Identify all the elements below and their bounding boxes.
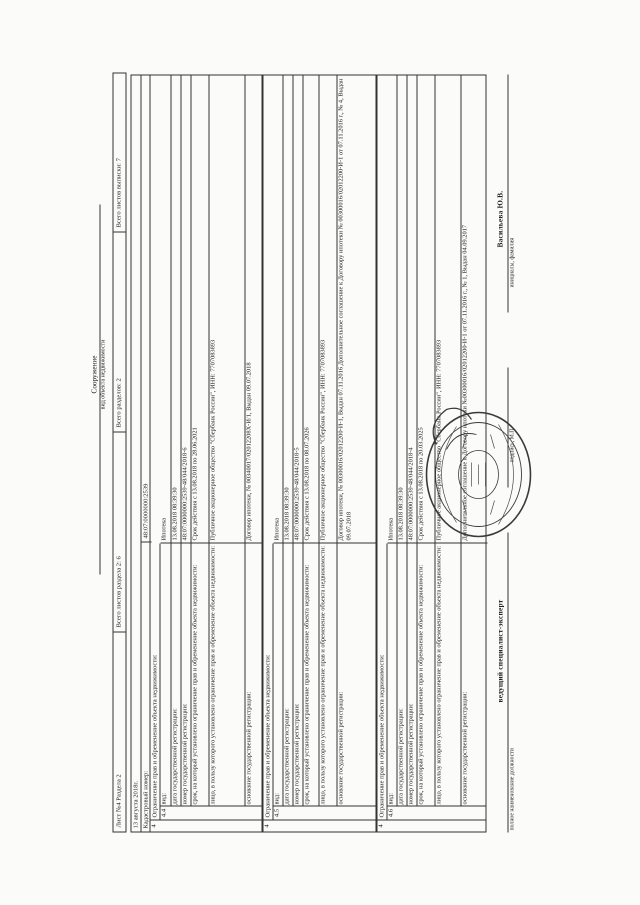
extract-sheet-count: Всего листов выписки: 7 — [115, 158, 122, 228]
field-value: Срок действия с 13.08.2018 по 20.03.2025 — [417, 427, 424, 541]
table-row — [160, 76, 171, 807]
field-value: Срок действия с 13.08.2018 по 08.07.2026 — [303, 427, 310, 541]
object-type-caption: вид объекта недвижимости — [100, 339, 106, 410]
field-label: основание государственной регистрации: — [337, 543, 377, 807]
encumbrance-block — [150, 75, 262, 833]
field-label: номер государственной регистрации: — [293, 543, 302, 807]
field-value: Ипотека — [273, 517, 280, 541]
field-value: 13.08.2018 08:39:30 — [171, 487, 178, 541]
table-row — [181, 76, 191, 807]
field-value: Ипотека — [387, 517, 394, 541]
field-label: номер государственной регистрации: — [407, 543, 416, 807]
table-row — [319, 76, 337, 807]
field-label: лицо, в пользу которого установлено ограничение прав и обременение объекта недвижимости: — [209, 543, 244, 807]
field-value: Ипотека — [160, 517, 167, 541]
block-title: Ограничение прав и обременение объекта недвижимости: — [377, 544, 387, 820]
extract-date: 13 августа 2018г. — [130, 75, 140, 833]
field-value: Договор ипотеки, № 00340017/02012208Х-И/1, Выдан 09.07.2018 — [245, 362, 252, 541]
field-label: срок, на который установлено ограничение прав и обременение объекта недвижимости: — [303, 543, 318, 807]
encumbrance-block — [262, 75, 376, 833]
round-seal-icon — [416, 395, 536, 545]
table-row — [303, 76, 319, 807]
table-row — [209, 76, 245, 807]
field-value: Договор ипотеки, № 00300016/02012200-И-1, Выдан 07.11.2016 Дополнительное соглашение к Договору ипотеки № 00300016/02012200-И-1 от 07.11.2016 г., № 4, Выдан 09.07.2018 — [337, 78, 352, 541]
field-label: дата государственной регистрации: — [283, 543, 292, 807]
block-title: Ограничение прав и обременение объекта недвижимости: — [263, 544, 273, 820]
field-label: вид: — [160, 543, 170, 807]
field-label: срок, на который установлено ограничение прав и обременение объекта недвижимости: — [191, 543, 208, 807]
table-row — [397, 76, 407, 807]
block-subnumber: 4.5 — [273, 806, 375, 820]
block-number: 4 — [150, 820, 261, 832]
block-title: Ограничение прав и обременение объекта недвижимости: — [150, 544, 160, 820]
field-label: основание государственной регистрации: — [245, 543, 262, 807]
field-label: срок, на который установлено ограничение прав и обременение объекта недвижимости: — [417, 543, 434, 807]
field-label: лицо, в пользу которого установлено ограничение прав и обременение объекта недвижимости: — [319, 543, 336, 807]
field-value: 48:07:0000000:2539-48/044/2018-6 — [181, 447, 188, 541]
table-row — [273, 76, 283, 807]
cadastral-number: 48:07:0000000:2539 — [141, 484, 151, 543]
field-label: основание государственной регистрации: — [461, 543, 487, 807]
name-caption: инициалы, фамилия — [509, 237, 515, 288]
field-value: 48:07:0000000:2539-48/044/2018-4 — [407, 447, 414, 541]
section-sheet-count: Всего листов раздела 2: 6 — [113, 432, 125, 632]
table-row — [293, 76, 303, 807]
field-value: Дополнительное соглашение к Договору ипотеки №00300016/02012200-И-1 от 07.11.2016 г., № 1, Выдан 04.09.2017 — [461, 224, 468, 541]
block-number: 4 — [263, 820, 375, 832]
name-underline — [507, 75, 508, 313]
position-caption: полное наименование должности — [509, 748, 515, 831]
section-count: Всего разделов: 2 — [113, 232, 125, 432]
field-label: вид: — [273, 543, 282, 807]
field-label: номер государственной регистрации: — [181, 543, 190, 807]
field-value: 48:07:0000000:2539-48/044/2018-5 — [293, 447, 300, 541]
block-subnumber: 4.6 — [387, 806, 485, 820]
field-value: 13.08.2018 08:39:30 — [397, 487, 404, 541]
extract-document — [86, 50, 554, 855]
field-value: Публичное акционерное общество "Сбербанк России", ИНН: 7707083893 — [209, 339, 216, 541]
table-row — [245, 76, 262, 807]
sheet-number: Лист №4 Раздела 2 — [113, 632, 125, 832]
field-label: вид: — [387, 543, 396, 807]
field-value: 13.08.2018 08:39:30 — [283, 487, 290, 541]
sheet-info-row — [112, 73, 126, 833]
field-value: Публичное акционерное общество "Сбербанк России", ИНН: 7707083893 — [435, 339, 442, 541]
object-type: Сооружение — [90, 355, 98, 394]
table-row — [387, 76, 397, 807]
official-name: Васильева Ю.В. — [495, 190, 504, 248]
field-label: дата государственной регистрации: — [171, 543, 180, 807]
cadastral-row — [140, 75, 150, 833]
field-value: Публичное акционерное общество "Сбербанк России", ИНН: 7707083893 — [319, 339, 326, 541]
table-row — [407, 76, 417, 807]
cadastral-label: Кадастровый номер: — [142, 770, 149, 829]
table-row — [191, 76, 209, 807]
signature-caption: подпись, М.П. — [509, 427, 515, 463]
block-subnumber: 4.4 — [160, 806, 261, 820]
official-position: ведущий специалист-эксперт — [495, 599, 504, 703]
table-row — [283, 76, 293, 807]
table-row — [171, 76, 181, 807]
field-label: лицо, в пользу которого установлено ограничение прав и обременение объекта недвижимости: — [435, 543, 460, 807]
field-value: Срок действия с 13.08.2018 по 28.06.2021 — [191, 427, 198, 541]
block-number: 4 — [377, 820, 485, 832]
field-label: дата государственной регистрации: — [397, 543, 406, 807]
table-row — [337, 76, 377, 807]
position-underline — [507, 533, 508, 833]
